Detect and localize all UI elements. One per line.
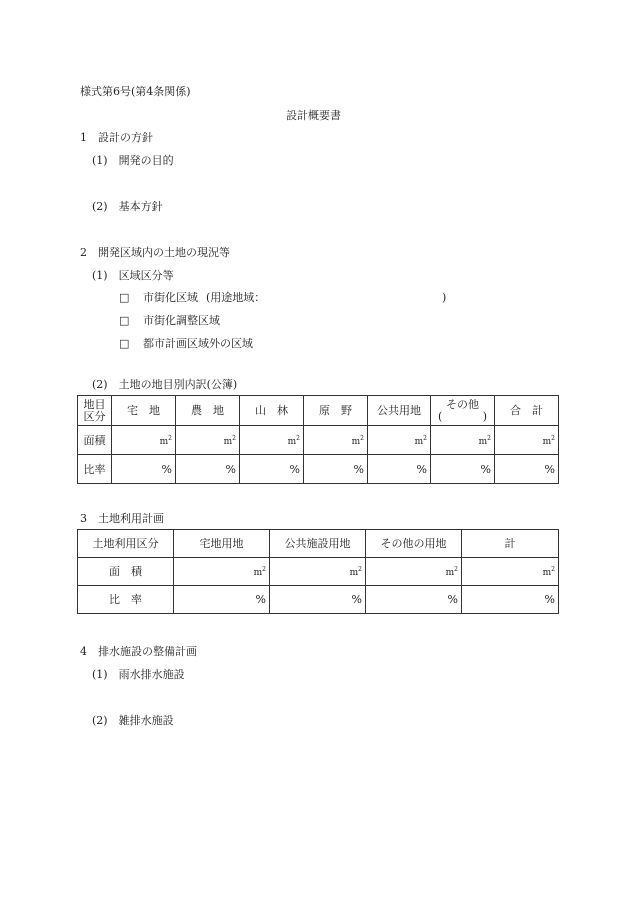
- document-title: 設計概要書: [286, 109, 341, 122]
- section-1-item-2: (2) 基本方針: [92, 200, 163, 213]
- area-cell[interactable]: $m^2$: [304, 426, 368, 455]
- ratio-cell[interactable]: %: [304, 455, 368, 484]
- section-2-heading: 2 開発区域内の土地の現況等: [80, 246, 230, 259]
- other-paren-close: ): [482, 409, 487, 423]
- row-label-area: 面積: [78, 426, 112, 455]
- area-cell[interactable]: $m^2$: [174, 558, 270, 586]
- section-1-heading: 1 設計の方針: [80, 131, 153, 144]
- header-line-2: 区分: [83, 409, 106, 423]
- col-land-use-category: 土地利用区分: [78, 530, 174, 558]
- ratio-cell[interactable]: %: [431, 455, 495, 484]
- col-other: [431, 396, 495, 426]
- other-paren-open: (: [438, 409, 443, 423]
- col-residential: 宅 地: [112, 396, 176, 426]
- checkbox-urbanization-control-area[interactable]: □: [119, 314, 130, 327]
- area-cell[interactable]: $m^2$: [368, 426, 431, 455]
- area-cell[interactable]: $m^2$: [431, 426, 495, 455]
- ratio-cell[interactable]: %: [174, 586, 270, 614]
- table-header-row: [78, 396, 559, 426]
- section-3-heading: 3 土地利用計画: [80, 512, 164, 525]
- land-category-table: [77, 395, 559, 484]
- section-4-item-1: (1) 雨水排水施設: [92, 668, 185, 681]
- area-cell[interactable]: $m^2$: [462, 558, 559, 586]
- table-row-ratio: [78, 455, 559, 484]
- col-other-label: その他: [446, 397, 479, 411]
- header-category-cell: [78, 396, 112, 426]
- table-header-row: [78, 530, 559, 558]
- table-row-area: [78, 426, 559, 455]
- section-1-item-1: (1) 開発の目的: [92, 154, 174, 167]
- ratio-cell[interactable]: %: [495, 455, 559, 484]
- col-field: 原 野: [304, 396, 368, 426]
- checkbox-urbanization-area[interactable]: □: [119, 291, 130, 304]
- col-residential-use: 宅地用地: [174, 530, 270, 558]
- area-cell[interactable]: $m^2$: [495, 426, 559, 455]
- area-cell[interactable]: $m^2$: [366, 558, 462, 586]
- checkbox-outside-planning-area[interactable]: □: [119, 337, 130, 350]
- ratio-cell[interactable]: %: [176, 455, 240, 484]
- section-4-heading: 4 排水施設の整備計画: [80, 645, 197, 658]
- section-2-item-2: (2) 土地の地目別内訳(公簿): [92, 378, 238, 391]
- col-other-use: その他の用地: [366, 530, 462, 558]
- option-urbanization-area: 市街化区域: [143, 291, 198, 304]
- ratio-cell[interactable]: %: [112, 455, 176, 484]
- option-urbanization-control-area: 市街化調整区域: [143, 314, 220, 327]
- row-label-ratio: 比 率: [78, 586, 174, 614]
- table-row-area: [78, 558, 559, 586]
- area-cell[interactable]: $m^2$: [270, 558, 366, 586]
- land-use-plan-table: [77, 529, 559, 614]
- section-4-item-2: (2) 雑排水施設: [92, 714, 174, 727]
- col-farmland: 農 地: [176, 396, 240, 426]
- table-row-ratio: [78, 586, 559, 614]
- row-label-ratio: 比率: [78, 455, 112, 484]
- zoning-note-close: ): [442, 291, 447, 304]
- zoning-note-open: (用途地域：: [206, 291, 266, 304]
- header-line-1: 地目: [83, 397, 106, 411]
- col-total: 計: [462, 530, 559, 558]
- area-cell[interactable]: $m^2$: [240, 426, 304, 455]
- ratio-cell[interactable]: %: [240, 455, 304, 484]
- area-cell[interactable]: $m^2$: [112, 426, 176, 455]
- option-outside-planning-area: 都市計画区域外の区域: [143, 337, 253, 350]
- ratio-cell[interactable]: %: [462, 586, 559, 614]
- col-forest: 山 林: [240, 396, 304, 426]
- section-2-item-1: (1) 区域区分等: [92, 269, 174, 282]
- row-label-area: 面 積: [78, 558, 174, 586]
- col-public-facility-use: 公共施設用地: [270, 530, 366, 558]
- ratio-cell[interactable]: %: [368, 455, 431, 484]
- col-public-land: 公共用地: [368, 396, 431, 426]
- ratio-cell[interactable]: %: [366, 586, 462, 614]
- col-total: 合 計: [495, 396, 559, 426]
- ratio-cell[interactable]: %: [270, 586, 366, 614]
- area-cell[interactable]: $m^2$: [176, 426, 240, 455]
- form-number: 様式第6号(第4条関係): [80, 85, 191, 98]
